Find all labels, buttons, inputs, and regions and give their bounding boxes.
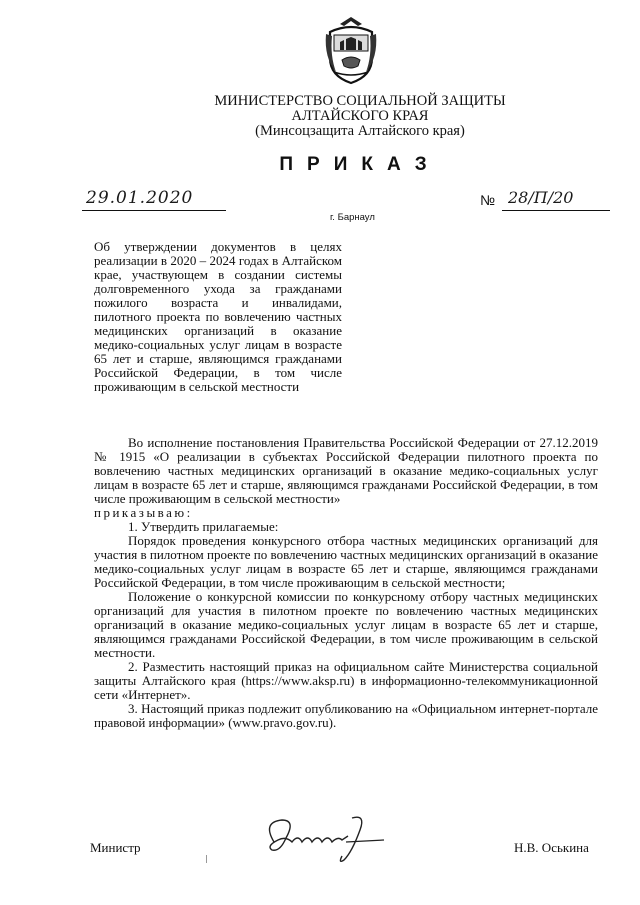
item-1-a: Порядок проведения конкурсного отбора частных медицинских организаций для участия в пилотном проекте по вовлечению частных медицинских организаций в оказание медико-социальных услуг лицам в возрасте 65 лет и старше, являющимся гражданами Российской Федерации, в том числе проживающим в сельской местности; [94, 533, 598, 590]
item-2: 2. Разместить настоящий приказ на официальном сайте Министерства социальной защиты Алтайского края (https://www.aksp.ru) в информационно-телекоммуникационной сети «Интернет». [94, 659, 598, 702]
handwritten-signature [256, 812, 388, 864]
item-1: 1. Утвердить прилагаемые: [128, 519, 279, 534]
order-subject: Об утверждении документов в целях реализации в 2020 – 2024 годах в Алтайском крае, участвующем в создании системы долговременного ухода за гражданами пожилого возраста и инвалидами, пилотного проекта по вовлечению частных медицинских организаций в оказание медико-социальных услуг лицам в возрасте 65 лет и старше, являющимся гражданами Российской Федерации, в том числе проживающим в сельской местности [94, 239, 342, 394]
ministry-name-line1: МИНИСТЕРСТВО СОЦИАЛЬНОЙ ЗАЩИТЫ [214, 93, 506, 109]
order-title: ПРИКАЗ [279, 154, 441, 175]
item-1-b: Положение о конкурсной комиссии по конкурсному отбору частных медицинских организаций для участия в пилотном проекте по вовлечению частных медицинских организаций в оказание медико-социальных услуг лицам в возрасте 65 лет и старше, являющимся гражданами Российской Федерации, в том числе проживающим в сельской местности. [94, 589, 598, 660]
order-date: 29.01.2020 [82, 188, 226, 211]
ministry-header [150, 94, 570, 139]
ministry-short-name: (Минсоцзащита Алтайского края) [255, 123, 465, 139]
coat-of-arms-emblem [322, 14, 380, 86]
order-city: г. Барнаул [330, 212, 375, 223]
ministry-name-line2: АЛТАЙСКОГО КРАЯ [291, 108, 429, 124]
orders-word: приказываю: [94, 505, 193, 520]
signatory-name: Н.В. Оськина [514, 840, 589, 855]
order-body [94, 436, 598, 730]
signatory-position: Министр [90, 840, 141, 855]
scan-mark [206, 855, 207, 863]
preamble-paragraph: Во исполнение постановления Правительства Российской Федерации от 27.12.2019 № 1915 «О реализации в субъектах Российской Федерации пилотного проекта по вовлечению частных медицинских организаций в оказание медико-социальных услуг лицам в возрасте 65 лет и старше, являющимся гражданами Российской Федерации, в том числе проживающим в сельской местности» [94, 435, 598, 506]
order-number-label: № [480, 192, 496, 208]
order-number: 28/П/20 [502, 188, 610, 211]
item-3: 3. Настоящий приказ подлежит опубликованию на «Официальном интернет-портале правовой информации» (www.pravo.gov.ru). [94, 701, 598, 730]
